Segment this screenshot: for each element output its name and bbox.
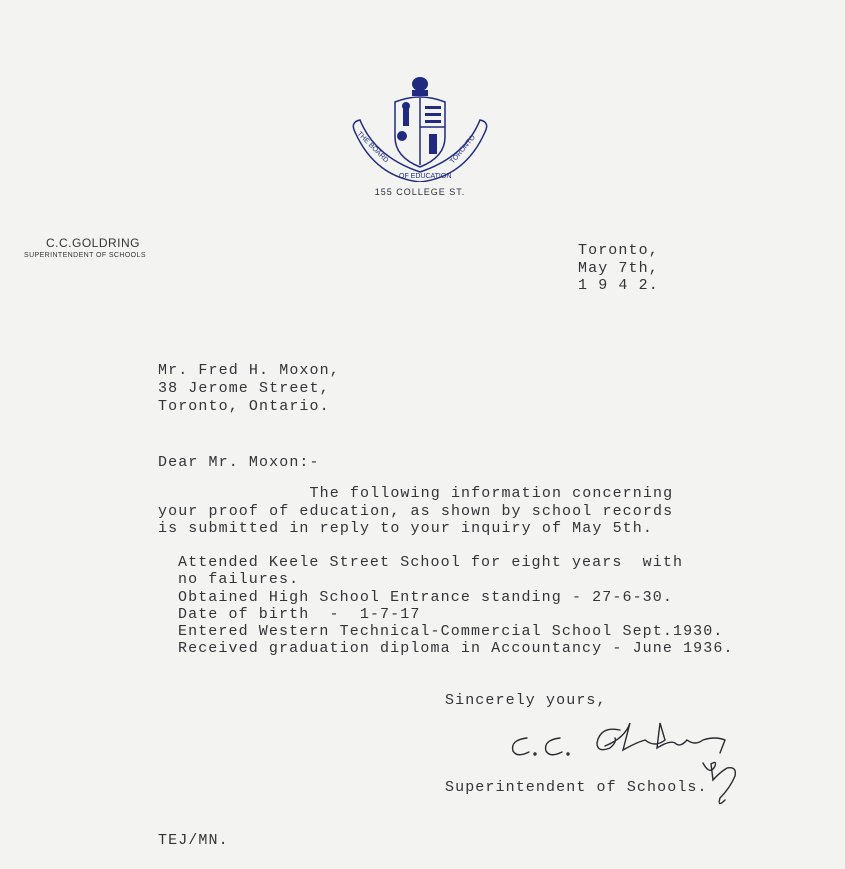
crest-ribbon-text-right: TORONTO (449, 134, 477, 166)
body-line: is submitted in reply to your inquiry of May 5th. (158, 520, 653, 537)
recipient-line: Toronto, Ontario. (158, 398, 330, 415)
detail-line: Entered Western Technical-Commercial School Sept.1930. (178, 623, 724, 640)
body-line: The following information concerning (158, 485, 674, 502)
crest-ribbon-text-left: THE BOARD (355, 130, 390, 165)
reference-initials: TEJ/MN. (158, 832, 229, 849)
detail-line: Date of birth - 1-7-17 (178, 606, 421, 623)
crest-ribbon-text-bottom: OF EDUCATION (399, 173, 452, 180)
recipient-line: 38 Jerome Street, (158, 380, 330, 397)
salutation: Dear Mr. Moxon:- (158, 454, 320, 471)
detail-line: no failures. (178, 571, 300, 588)
detail-line: Obtained High School Entrance standing - 27-6-30. (178, 589, 673, 606)
detail-line: Received graduation diploma in Accountancy - June 1936. (178, 640, 734, 657)
date-line: 1 9 4 2. (578, 277, 659, 294)
handwritten-signature (505, 718, 755, 818)
letterhead-address: 155 COLLEGE ST. (374, 187, 466, 197)
recipient-line: Mr. Fred H. Moxon, (158, 362, 340, 379)
date-line: May 7th, (578, 260, 659, 277)
board-of-education-crest-logo (345, 72, 495, 182)
body-line: your proof of education, as shown by school records (158, 503, 674, 520)
letterhead-sender-title: SUPERINTENDENT OF SCHOOLS (24, 252, 146, 259)
date-line: Toronto, (578, 242, 659, 259)
detail-line: Attended Keele Street School for eight years with (178, 554, 684, 571)
letterhead-sender-name: C.C.GOLDRING (46, 236, 141, 250)
closing: Sincerely yours, (445, 692, 607, 709)
signer-title: Superintendent of Schools. (445, 779, 708, 796)
